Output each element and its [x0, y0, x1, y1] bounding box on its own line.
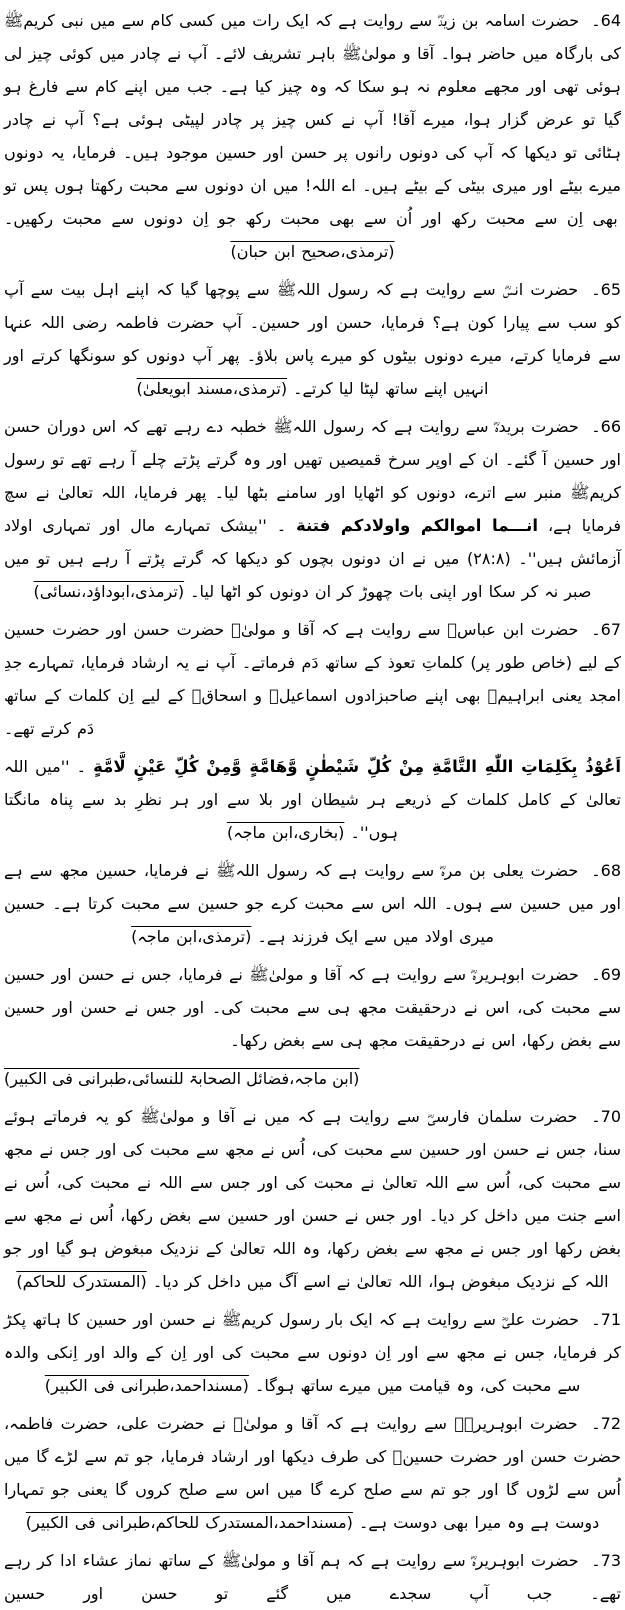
hadith-text-71: حضرت علیؓ سے روایت ہے کہ ایک بار رسول کریمﷺ نے حسن اور حسین کا ہاتھ پکڑ کر فرمایا، جس نے مجھ سے اور اِن دونوں سے محبت کی اور اِن کے والد اور اِنکی والدہ سے محبت کی، وہ قیامت میں میرے ساتھ ہوگا۔	[4, 1310, 621, 1395]
hadith-paragraph-71	[4, 1303, 621, 1402]
hadith-number-71: 71۔	[591, 1310, 621, 1329]
citation-71: (مسنداحمد،طبرانی فی الکبیر)	[44, 1376, 249, 1395]
hadith-text-72: حضرت ابوہریرہؓ سے روایت ہے کہ آقا و مولیٰﷺ نے حضرت علی، حضرت فاطمہ، حضرت حسن اور حضرت حسینؓ کی طرف دیکھا اور ارشاد فرمایا، جو تم سے لڑے گا میں اُس سے لڑوں گا اور جو تم سے صلح کرے گا میں اس سے صلح کروں گا یعنی جو تمہارا دوست ہے وہ میرا بھی دوست ہے۔	[4, 1414, 621, 1532]
hadith-text-68: حضرت یعلی بن مرہؓ سے روایت ہے کہ رسول اللہﷺ نے فرمایا، حسین مجھ سے ہے اور میں حسین سے ہوں۔ اللہ اس سے محبت کرے جو حسین سے محبت کرتا ہے۔ حسین میری اولاد میں سے ایک فرزند ہے۔	[4, 861, 621, 946]
citation-64: (ترمذی،صحیح ابن حبان)	[230, 242, 395, 261]
hadith-text-73: حضرت ابوہریرہؓ سے روایت ہے کہ ہم آقا و مولیٰﷺ کے ساتھ نماز عشاء ادا کر رہے تھے۔ جب آپ سجدے میں گئے تو حسن اور حسین	[4, 1551, 621, 1603]
hadith-text-66-before-quote: حضرت بریدہؓ سے روایت ہے کہ رسول اللہﷺ خطبہ دے رہے تھے کہ اس دوران حسن اور حسین آ گئے۔ ان کے اوپر سرخ قمیصیں تھیں اور وہ گرتے پڑتے چلے آ رہے تھے تو رسول کریمﷺ منبر سے اترے، دونوں کو اٹھایا اور سامنے بٹھا لیا۔ پھر فرمایا، اللہ تعالیٰ نے سچ فرمایا ہے،	[4, 417, 622, 535]
citation-69: (ابن ماجہ،فضائل الصحابۃ للنسائی،طبرانی فی الکبیر)	[4, 1069, 360, 1088]
citation-68: (ترمذی،ابن ماجہ)	[131, 927, 252, 946]
hadith-number-68: 68۔	[591, 861, 621, 880]
hadith-text-64: حضرت اسامہ بن زیدؓ سے روایت ہے کہ ایک رات میں کسی کام سے میں نبی کریمﷺ کی بارگاہ میں حاضر ہوا۔ آقا و مولیٰﷺ باہر تشریف لائے۔ آپ نے چادر میں کوئی چیز لی ہوئی تھی اور مجھے معلوم نہ ہو سکا کہ وہ چیز کیا ہے۔ جب میں اپنے کام سے فارغ ہو گیا تو عرض گزار ہوا، میرے آقا! آپ نے کس چیز پر چادر لپیٹی ہوئی ہے؟ آپ نے چادر ہٹائی تو دیکھا کہ آپ کی دونوں رانوں پر حسن اور حسین موجود ہیں۔ فرمایا، یہ دونوں میرے بیٹے اور میری بیٹی کے بیٹے ہیں۔ اے اللہ! میں ان دونوں سے محبت رکھتا ہوں پس تو بھی اِن سے محبت رکھ اور اُن سے بھی محبت رکھ جو اِن دونوں سے محبت رکھیں۔	[4, 11, 621, 228]
hadith-number-73: 73۔	[591, 1551, 621, 1570]
citation-67: (بخاری،ابن ماجہ)	[226, 823, 345, 842]
citation-65: (ترمذی،مسند ابویعلیٰ)	[136, 379, 288, 398]
hadith-text-66-after-quote: ۔ ''بیشک تمہارے مال اور تمہاری اولاد آزمائش ہیں''۔ (۲۸:۸) میں نے ان دونوں بچوں کو دیکھا کہ گرتے پڑتے آ رہے ہیں تو میں صبر نہ کر سکا اور اپنی بات چھوڑ کر ان دونوں کو اٹھا لیا۔	[4, 516, 622, 601]
dua-arabic-text: اَعُوْذُ بِکَلِمَاتِ اللّٰهِ التَّامَّةِ مِنْ کُلِّ شَیْطٰنٍ وَّهَامَّةٍ وَّمِنْ کُلِّ عَیْنٍ لَّامَّةٍ	[93, 757, 621, 776]
hadith-paragraph-69	[4, 958, 621, 1057]
hadith-paragraph-73	[4, 1544, 621, 1610]
citation-70: (المستدرک للحاکم)	[16, 1272, 147, 1291]
hadith-paragraph-66	[4, 410, 621, 608]
hadith-text-65: حضرت انسؓ سے روایت ہے کہ رسول اللہﷺ سے پوچھا گیا کہ اپنے اہل بیت سے آپ کو سب سے پیارا کون ہے؟ فرمایا، حسن اور حسین۔ آپ حضرت فاطمہ رضی اللہ عنہا سے فرمایا کرتے، میرے دونوں بیٹوں کو میرے پاس بلاؤ۔ پھر آپ دونوں کو سونگھا کرتے اور انہیں اپنے ساتھ لپٹا لیا کرتے۔	[4, 280, 621, 398]
hadith-number-70: 70۔	[591, 1107, 621, 1126]
hadith-number-66: 66۔	[591, 417, 621, 436]
quran-quote-arabic: انـــما اموالکم واولادکم فتنة	[296, 516, 539, 535]
citation-72: (مسنداحمد،المستدرک للحاکم،طبرانی فی الکبیر)	[25, 1513, 353, 1532]
hadith-paragraph-72	[4, 1407, 621, 1539]
hadith-paragraph-67	[4, 613, 621, 745]
dua-translation: ۔ ''میں اللہ تعالیٰ کے کامل کلمات کے ذریعے ہر شیطان اور بلا سے اور ہر نظرِ بد سے پناہ مانگتا ہوں''۔	[4, 757, 621, 842]
hadith-number-65: 65۔	[591, 280, 622, 299]
hadith-text-69: حضرت ابوہریرہؓ سے روایت ہے کہ آقا و مولیٰﷺ نے فرمایا، جس نے حسن اور حسین سے محبت کی، اس نے درحقیقت مجھ ہی سے محبت کی۔ اور جس نے حسن اور حسین سے بغض رکھا، اس نے درحقیقت مجھ ہی سے بغض رکھا۔	[4, 965, 621, 1050]
hadith-text-67: حضرت ابن عباسؓ سے روایت ہے کہ آقا و مولیٰﷺ حضرت حسن اور حضرت حسین کے لیے (خاص طور پر) کلماتِ تعوذ کے ساتھ دَم فرماتے۔ آپ نے یہ ارشاد فرمایا، تمہارے جدِ امجد یعنی ابراہیمؑ بھی اپنے صاحبزادوں اسماعیلؑ و اسحاقؑ کے لیے اِن کلمات کے ساتھ دَم کرتے تھے۔	[4, 620, 621, 738]
hadith-number-64: 64۔	[591, 11, 622, 30]
hadith-number-72: 72۔	[591, 1414, 621, 1433]
hadith-text-70: حضرت سلمان فارسیؓ سے روایت ہے کہ میں نے آقا و مولیٰﷺ کو یہ فرماتے ہوئے سنا، جس نے حسن اور حسین سے محبت کی، اُس نے مجھ سے محبت کی اور جس نے مجھ سے محبت کی، اُس سے اللہ تعالیٰ نے محبت کی اور جس سے اللہ نے محبت کی، اُس نے اسے جنت میں داخل کر دیا۔ اور جس نے حسن اور حسین سے بغض رکھا، اُس نے مجھ سے بغض رکھا اور جس نے مجھ سے بغض رکھا، وہ اللہ تعالیٰ کے نزدیک مبغوض ہو گیا اور جو اللہ کے نزدیک مبغوض ہوا، اللہ تعالیٰ نے اسے آگ میں داخل کر دیا۔	[4, 1107, 621, 1291]
dua-paragraph-67	[4, 750, 621, 849]
hadith-number-67: 67۔	[591, 620, 621, 639]
citation-66: (ترمذی،ابوداؤد،نسائی)	[33, 582, 185, 601]
hadith-number-69: 69۔	[591, 965, 621, 984]
hadith-paragraph-68	[4, 854, 621, 953]
hadith-paragraph-70	[4, 1100, 621, 1298]
hadith-paragraph-65	[4, 273, 621, 405]
citation-line-69	[4, 1062, 621, 1095]
hadith-paragraph-64	[4, 4, 621, 268]
